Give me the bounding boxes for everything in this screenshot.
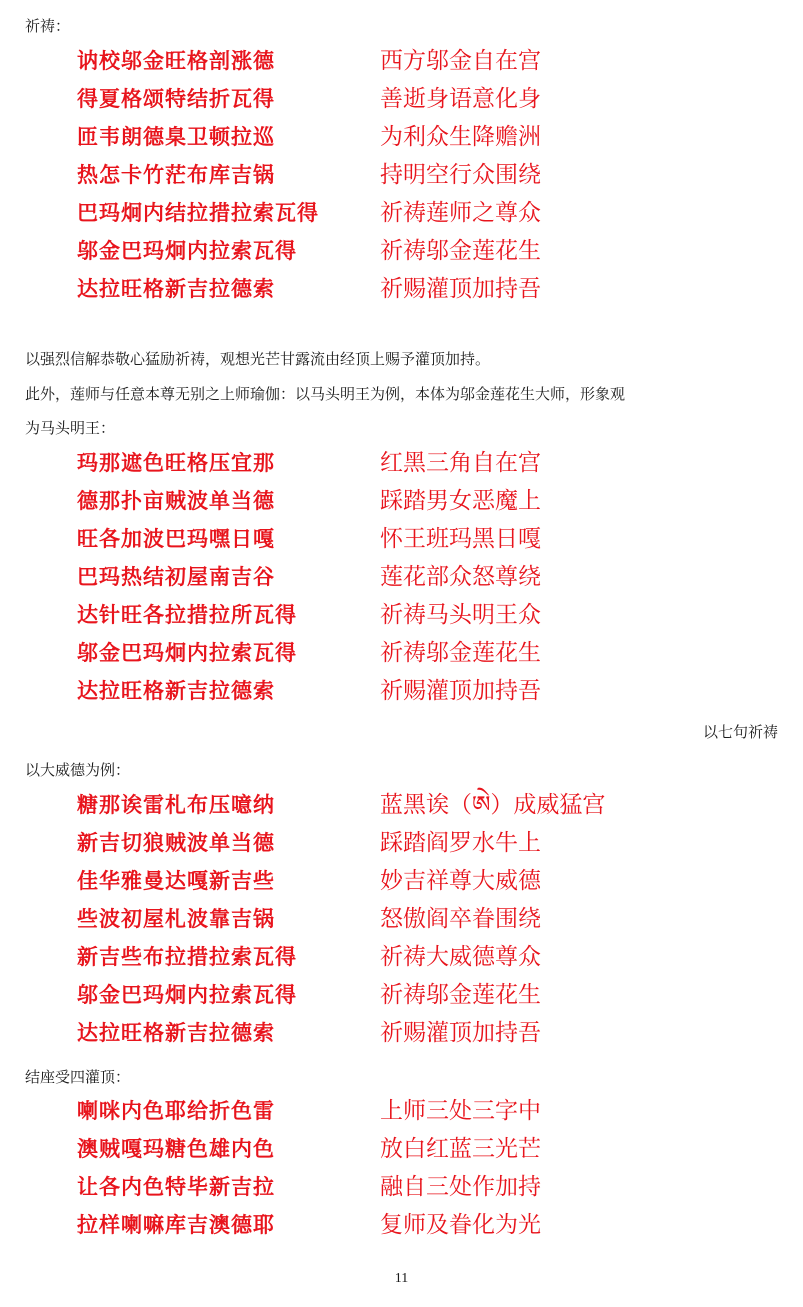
- verse-line: [0, 674, 803, 712]
- verse-line: [0, 978, 803, 1016]
- verse-transliteration: 得夏格颂特结折瓦得: [77, 86, 275, 111]
- verse-translation: 怒傲阎卒眷围绕: [380, 906, 541, 932]
- verse-translation: 复师及眷化为光: [380, 1212, 541, 1238]
- verse-block-4: [0, 1094, 803, 1246]
- verse-line: [0, 902, 803, 940]
- page-number: 11: [394, 1271, 409, 1286]
- verse-translation: 莲花部众怒尊绕: [380, 564, 541, 590]
- verse-block-3: [0, 788, 803, 1054]
- verse-line: [0, 446, 803, 484]
- verse-line: [0, 158, 803, 196]
- verse-line: [0, 44, 803, 82]
- verse-line: [0, 196, 803, 234]
- verse-line: [0, 1132, 803, 1170]
- verse-block-1: [0, 44, 803, 310]
- paragraph-visualization: 以强烈信解恭敬心猛励祈祷，观想光芒甘露流由经顶上赐予灌顶加持。: [25, 350, 491, 368]
- verse-transliteration: 佳华雅曼达嘎新吉些: [77, 868, 275, 893]
- paragraph-yamantaka: 以大威德为例：: [25, 761, 131, 779]
- verse-line: [0, 636, 803, 674]
- verse-line: [0, 1094, 803, 1132]
- verse-transliteration: 玛那遮色旺格压宜那: [77, 450, 275, 475]
- intro-heading: 祈祷：: [25, 17, 71, 35]
- verse-transliteration: 达拉旺格新吉拉德索: [77, 276, 275, 301]
- paragraph-guru-yoga: 此外，莲师与任意本尊无别之上师瑜伽：以马头明王为例，本体为邬金莲花生大师，形象观: [25, 385, 626, 403]
- verse-translation: 放白红蓝三光芒: [380, 1136, 541, 1162]
- verse-line: [0, 940, 803, 978]
- verse-line: [0, 484, 803, 522]
- verse-transliteration: 喇咪内色耶给折色雷: [77, 1098, 275, 1123]
- verse-translation: 踩踏阎罗水牛上: [380, 830, 541, 856]
- verse-transliteration: 邬金巴玛炯内拉索瓦得: [77, 238, 297, 263]
- verse-translation: 持明空行众围绕: [380, 162, 541, 188]
- verse-translation: 祈祷邬金莲花生: [380, 238, 541, 264]
- verse-line: [0, 864, 803, 902]
- verse-translation: 踩踏男女恶魔上: [380, 488, 541, 514]
- verse-translation: 祈祷邬金莲花生: [380, 640, 541, 666]
- verse-translation: 红黑三角自在宫: [380, 450, 541, 476]
- verse-line: [0, 522, 803, 560]
- verse-line: [0, 272, 803, 310]
- verse-transliteration: 巴玛热结初屋南吉谷: [77, 564, 275, 589]
- verse-translation: 善逝身语意化身: [380, 86, 541, 112]
- verse-line: [0, 1208, 803, 1246]
- verse-transliteration: 达拉旺格新吉拉德索: [77, 1020, 275, 1045]
- verse-transliteration: 新吉切狼贼波单当德: [77, 830, 275, 855]
- verse-line: [0, 234, 803, 272]
- verse-translation: 上师三处三字中: [380, 1098, 541, 1124]
- verse-line: [0, 120, 803, 158]
- verse-line: [0, 82, 803, 120]
- verse-line: [0, 1170, 803, 1208]
- verse-transliteration: 糖那诶雷札布压噫纳: [77, 792, 275, 817]
- verse-translation: 祈祷马头明王众: [380, 602, 541, 628]
- verse-translation: 祈祷大威德尊众: [380, 944, 541, 970]
- verse-line: [0, 826, 803, 864]
- verse-block-2: [0, 446, 803, 712]
- verse-translation: 祈祷邬金莲花生: [380, 982, 541, 1008]
- verse-transliteration: 达拉旺格新吉拉德索: [77, 678, 275, 703]
- verse-translation: 融自三处作加持: [380, 1174, 541, 1200]
- verse-transliteration: 巴玛炯内结拉措拉索瓦得: [77, 200, 319, 225]
- verse-translation: 祈赐灌顶加持吾: [380, 1020, 541, 1046]
- verse-line: [0, 1016, 803, 1054]
- verse-line: [0, 560, 803, 598]
- verse-translation: 怀王班玛黑日嘎: [380, 526, 541, 552]
- verse-transliteration: 邬金巴玛炯内拉索瓦得: [77, 640, 297, 665]
- verse-line: [0, 598, 803, 636]
- verse-transliteration: 讷校邬金旺格剖涨德: [77, 48, 275, 73]
- verse-transliteration: 热怎卡竹茫布库吉锅: [77, 162, 275, 187]
- paragraph-guru-yoga-cont: 为马头明王：: [25, 419, 116, 437]
- paragraph-four-empowerments: 结座受四灌顶：: [25, 1068, 131, 1086]
- verse-transliteration: 德那扑亩贼波单当德: [77, 488, 275, 513]
- verse-transliteration: 旺各加波巴玛嘿日嘎: [77, 526, 275, 551]
- seven-line-note: 以七句祈祷: [702, 723, 778, 741]
- verse-translation: 蓝黑诶（ཨེ）成威猛宫: [380, 792, 606, 818]
- verse-translation: 西方邬金自在宫: [380, 48, 541, 74]
- verse-translation: 祈祷莲师之尊众: [380, 200, 541, 226]
- verse-transliteration: 些波初屋札波靠吉锅: [77, 906, 275, 931]
- verse-transliteration: 达针旺各拉措拉所瓦得: [77, 602, 297, 627]
- verse-translation: 为利众生降赡洲: [380, 124, 541, 150]
- verse-transliteration: 新吉些布拉措拉索瓦得: [77, 944, 297, 969]
- verse-transliteration: 让各内色特毕新吉拉: [77, 1174, 275, 1199]
- verse-translation: 妙吉祥尊大威德: [380, 868, 541, 894]
- verse-transliteration: 邬金巴玛炯内拉索瓦得: [77, 982, 297, 1007]
- verse-transliteration: 匝韦朗德臬卫顿拉巡: [77, 124, 275, 149]
- verse-translation: 祈赐灌顶加持吾: [380, 276, 541, 302]
- verse-line: [0, 788, 803, 826]
- verse-transliteration: 拉样喇嘛库吉澳德耶: [77, 1212, 275, 1237]
- verse-translation: 祈赐灌顶加持吾: [380, 678, 541, 704]
- verse-transliteration: 澳贼嘎玛糖色雄内色: [77, 1136, 275, 1161]
